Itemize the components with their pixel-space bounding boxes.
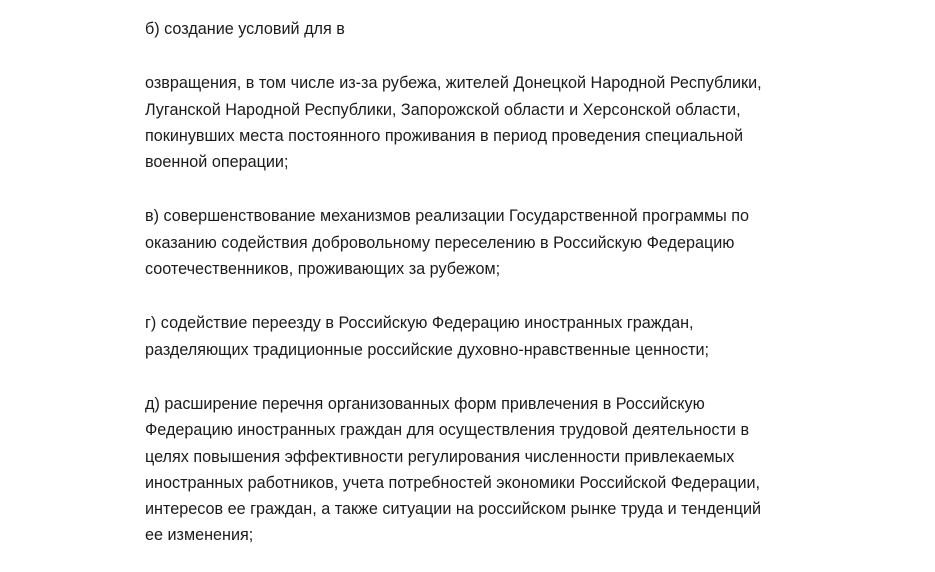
text-line: военной операции;	[145, 153, 289, 172]
document-body	[145, 16, 845, 549]
text-line: г) содействие переезду в Российскую Федерацию иностранных граждан,	[145, 314, 694, 333]
text-line: интересов ее граждан, а также ситуации на российском рынке труда и тенденций	[145, 500, 762, 519]
text-line: д) расширение перечня организованных форм привлечения в Российскую	[145, 394, 705, 413]
paragraph-g	[145, 310, 845, 363]
text-line: ее изменения;	[145, 526, 254, 545]
paragraph-v	[145, 203, 845, 282]
text-line: разделяющих традиционные российские духовно-нравственные ценности;	[145, 340, 710, 359]
text-line: иностранных работников, учета потребностей экономики Российской Федерации,	[145, 473, 761, 492]
paragraph-b-start	[145, 16, 845, 42]
text-line: озвращения, в том числе из-за рубежа, жителей Донецкой Народной Республики,	[145, 74, 762, 93]
text-line: Федерацию иностранных граждан для осуществления трудовой деятельности в	[145, 421, 750, 440]
paragraph-d	[145, 391, 845, 549]
text-line: Луганской Народной Республики, Запорожской области и Херсонской области,	[145, 100, 741, 119]
text-line: в) совершенствование механизмов реализации Государственной программы по	[145, 207, 750, 226]
text-line: оказанию содействия добровольному переселению в Российскую Федерацию	[145, 233, 735, 252]
text-line: целях повышения эффективности регулирования численности привлекаемых	[145, 447, 735, 466]
paragraph-b-continued	[145, 70, 845, 175]
text-line: покинувших места постоянного проживания в период проведения специальной	[145, 126, 744, 145]
text-line: соотечественников, проживающих за рубежом;	[145, 260, 501, 279]
text-line: б) создание условий для в	[145, 20, 345, 38]
